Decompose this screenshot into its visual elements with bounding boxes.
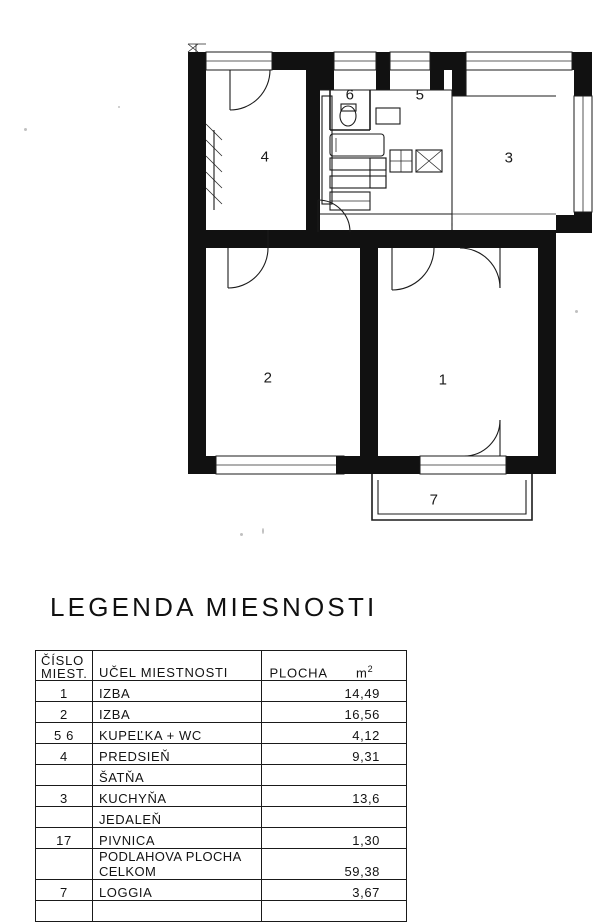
cell-purpose [92, 901, 261, 922]
cell-area: 14,49 [261, 681, 406, 702]
cell-area: 4,12 [261, 723, 406, 744]
cell-number: 1 [36, 681, 93, 702]
cell-number [36, 901, 93, 922]
header-number-line2: MIEST. [41, 666, 88, 681]
table-row [36, 744, 407, 765]
cell-number [36, 765, 93, 786]
paper-speck [24, 128, 27, 131]
cell-area: 3,67 [261, 880, 406, 901]
legend-title: LEGENDA MIESNOSTI [50, 592, 378, 622]
header-number-line1: ČÍSLO [41, 653, 85, 668]
table-row [36, 880, 407, 901]
header-area-label: PLOCHA [269, 665, 328, 680]
legend-table [35, 650, 407, 922]
cell-area [261, 807, 406, 828]
cell-number: 2 [36, 702, 93, 723]
cell-number: 7 [36, 880, 93, 901]
cell-area [261, 765, 406, 786]
cell-number [36, 849, 93, 880]
room-number: 2 [263, 369, 273, 387]
paper-speck [118, 106, 120, 108]
header-area-unit-sup: 2 [367, 663, 374, 674]
header-cell-number [36, 651, 93, 681]
table-row [36, 702, 407, 723]
cell-purpose: KUPEĽKA + WC [92, 723, 261, 744]
cell-purpose: JEDALEŇ [92, 807, 261, 828]
room-number: 1 [438, 371, 448, 389]
room-number: 6 [345, 86, 355, 104]
cell-purpose: LOGGIA [92, 880, 261, 901]
cell-number [36, 807, 93, 828]
cell-purpose: ŠATŇA [92, 765, 261, 786]
cell-area: 13,6 [261, 786, 406, 807]
cell-number: 4 [36, 744, 93, 765]
cell-number: 17 [36, 828, 93, 849]
header-cell-area [261, 651, 406, 681]
cell-purpose: PODLAHOVA PLOCHA CELKOM [92, 849, 261, 880]
cell-area: 59,38 [261, 849, 406, 880]
room-number: 3 [504, 149, 514, 167]
paper-speck [575, 310, 578, 313]
cell-area: 1,30 [261, 828, 406, 849]
cell-purpose: KUCHYŇA [92, 786, 261, 807]
table-row [36, 765, 407, 786]
header-cell-purpose: UČEL MIESTNOSTI [92, 651, 261, 681]
room-number: 7 [429, 491, 439, 509]
table-row [36, 807, 407, 828]
table-row [36, 681, 407, 702]
room-number: 4 [260, 148, 270, 166]
cell-number: 3 [36, 786, 93, 807]
cell-number: 5 6 [36, 723, 93, 744]
cell-area [261, 901, 406, 922]
cell-area: 16,56 [261, 702, 406, 723]
header-area-unit: m [355, 665, 368, 680]
table-row-empty [36, 901, 407, 922]
cell-purpose: IZBA [92, 681, 261, 702]
room-number: 5 [415, 86, 425, 104]
paper-speck [262, 528, 264, 534]
table-row [36, 723, 407, 744]
table-row [36, 828, 407, 849]
table-row [36, 786, 407, 807]
table-row-total [36, 849, 407, 880]
cell-purpose: PIVNICA [92, 828, 261, 849]
cell-purpose: IZBA [92, 702, 261, 723]
legend-header-row [36, 651, 407, 681]
cell-area: 9,31 [261, 744, 406, 765]
paper-speck [240, 533, 243, 536]
cell-purpose: PREDSIEŇ [92, 744, 261, 765]
